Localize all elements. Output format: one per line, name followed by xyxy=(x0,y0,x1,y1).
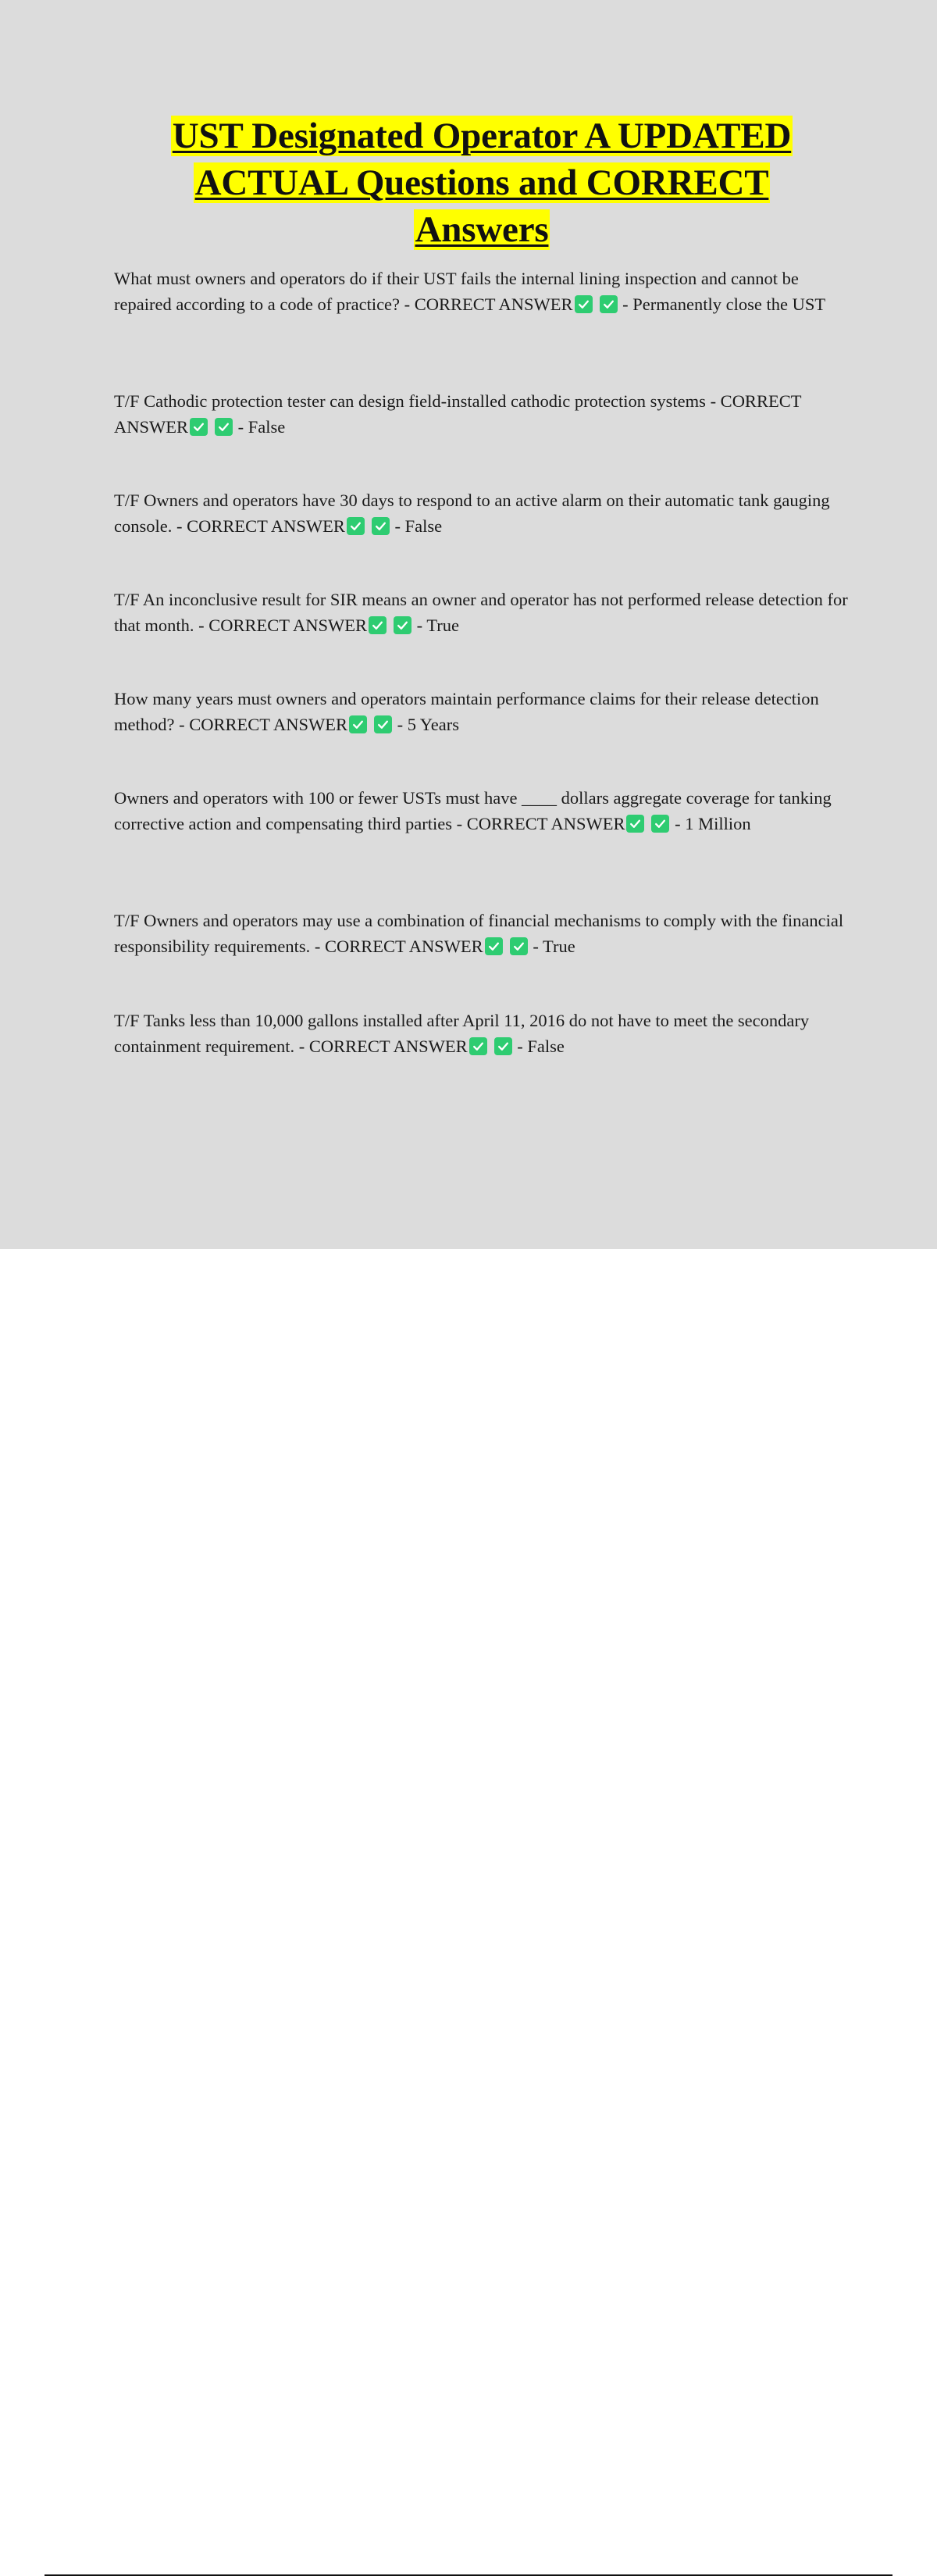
answer-label: - CORRECT ANSWER xyxy=(179,715,347,734)
qa-item xyxy=(114,266,856,317)
check-box-icon xyxy=(369,616,387,634)
answer-text: - Permanently close the UST xyxy=(622,294,826,314)
answer-label: - CORRECT ANSWER xyxy=(298,1036,468,1056)
page-footer xyxy=(0,1249,937,1328)
question-text: How many years must owners and operators maintain performance claims for their release detection method? xyxy=(114,689,819,734)
check-box-icon xyxy=(600,295,618,313)
question-text: T/F Owners and operators have 30 days to respond to an active alarm on their automatic tank gauging console. xyxy=(114,491,830,536)
answer-text: - True xyxy=(533,937,575,956)
question-text: T/F Cathodic protection tester can design field-installed cathodic protection systems xyxy=(114,391,706,411)
title-line-2: ACTUAL Questions and CORRECT xyxy=(194,162,769,203)
qa-item xyxy=(114,1008,856,1059)
qa-item xyxy=(114,487,856,539)
answer-text: - False xyxy=(237,417,286,437)
qa-item xyxy=(114,388,856,440)
check-box-icon xyxy=(374,715,392,733)
document-page xyxy=(0,0,937,1249)
check-box-icon xyxy=(485,937,503,955)
answer-label: - CORRECT ANSWER xyxy=(404,294,573,314)
answer-label: - CORRECT ANSWER xyxy=(314,937,483,956)
question-text: What must owners and operators do if their UST fails the internal lining inspection and cannot be repaired according to a code of practice? xyxy=(114,269,799,314)
check-box-icon xyxy=(651,815,669,833)
title-line-3: Answers xyxy=(415,209,549,250)
qa-item xyxy=(114,785,856,837)
qa-item xyxy=(114,587,856,638)
answer-text: - 5 Years xyxy=(397,715,459,734)
question-text: Owners and operators with 100 or fewer USTs must have ____ dollars aggregate coverage for tanking corrective action and compensating third parties xyxy=(114,788,832,833)
question-text: T/F Tanks less than 10,000 gallons installed after April 11, 2016 do not have to meet the secondary containment requirement. xyxy=(114,1011,810,1056)
check-box-icon xyxy=(190,418,208,436)
check-box-icon xyxy=(575,295,593,313)
answer-text: - False xyxy=(517,1036,565,1056)
answer-label: - CORRECT ANSWER xyxy=(114,391,802,437)
title-line-1: UST Designated Operator A UPDATED xyxy=(172,116,792,156)
question-text: T/F An inconclusive result for SIR means an owner and operator has not performed release detection for that month. xyxy=(114,590,848,635)
check-box-icon xyxy=(372,517,390,535)
check-box-icon xyxy=(469,1037,487,1055)
answer-label: - CORRECT ANSWER xyxy=(198,615,367,635)
answer-label: - CORRECT ANSWER xyxy=(176,516,345,536)
qa-item xyxy=(114,686,856,737)
check-box-icon xyxy=(349,715,367,733)
answer-text: - 1 Million xyxy=(675,814,751,833)
check-box-icon xyxy=(347,517,365,535)
check-box-icon xyxy=(215,418,233,436)
answer-text: - False xyxy=(394,516,443,536)
answer-label: - CORRECT ANSWER xyxy=(456,814,625,833)
answer-text: - True xyxy=(416,615,460,635)
question-text: T/F Owners and operators may use a combination of financial mechanisms to comply with the financial responsibility requirements. xyxy=(114,911,844,956)
check-box-icon xyxy=(510,937,528,955)
check-box-icon xyxy=(626,815,644,833)
check-box-icon xyxy=(394,616,411,634)
check-box-icon xyxy=(494,1037,512,1055)
document-title xyxy=(109,112,854,253)
qa-item xyxy=(114,908,856,959)
